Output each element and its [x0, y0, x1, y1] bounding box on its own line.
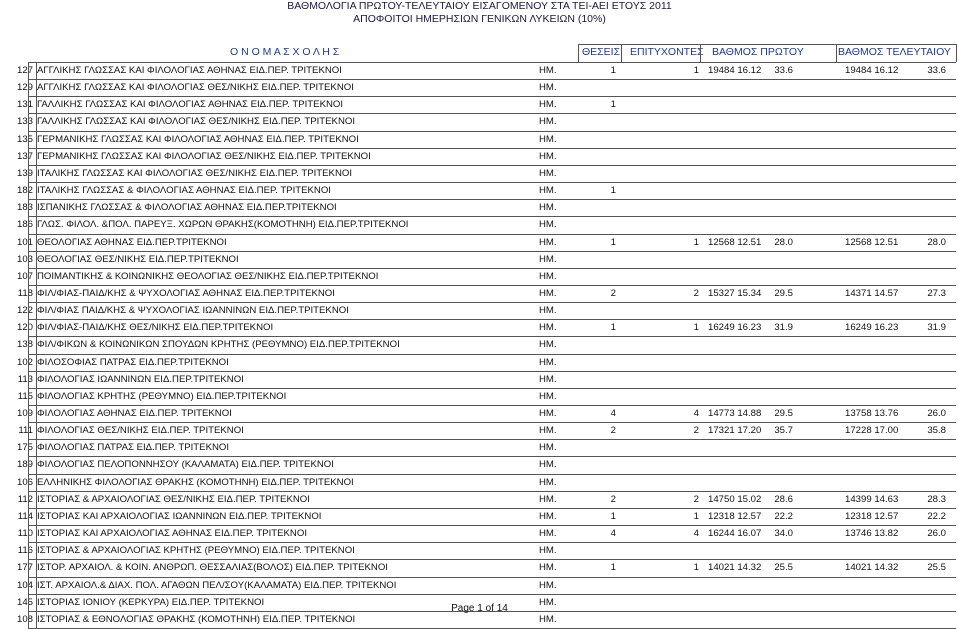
cell-type: ΗΜ.	[539, 99, 557, 111]
cell-name: ΙΣΤΟΡΙΑΣ & ΑΡΧΑΙΟΛΟΓΙΑΣ ΚΡΗΤΗΣ (ΡΕΘΥΜΝΟ) ΕΙΔ.ΠΕΡ. ΤΡΙΤΕΚΝΟΙ	[37, 545, 355, 557]
cell-pr1: 16244 16.07	[708, 528, 762, 540]
cell-type: ΗΜ.	[539, 390, 557, 402]
cell-tel2: 31.9	[927, 322, 946, 334]
table-row	[0, 525, 959, 542]
cell-name: ΦΙΛΟΛΟΓΙΑΣ ΑΘΗΝΑΣ ΕΙΔ.ΠΕΡ. ΤΡΙΤΕΚΝΟΙ	[37, 408, 232, 419]
row-divider	[28, 131, 956, 132]
row-divider	[28, 319, 956, 320]
cell-code: 104	[16, 579, 33, 591]
cell-code: 129	[16, 82, 33, 94]
header-top-border	[578, 44, 956, 45]
cell-code: 133	[16, 116, 33, 128]
table-row	[0, 354, 959, 371]
row-divider	[28, 79, 956, 80]
cell-name: ΦΙΛΟΛΟΓΙΑΣ ΚΡΗΤΗΣ (ΡΕΘΥΜΝΟ) ΕΙΔ.ΠΕΡ.ΤΡΙΤΕΚΝΟΙ	[37, 390, 287, 402]
row-divider	[28, 302, 956, 303]
row-divider	[28, 96, 956, 97]
cell-name: ΘΕΟΛΟΓΙΑΣ ΘΕΣ/ΝΙΚΗΣ ΕΙΔ.ΠΕΡ.ΤΡΙΤΕΚΝΟΙ	[37, 253, 239, 265]
cell-pr1: 15327 15.34	[708, 287, 762, 299]
cell-type: ΗΜ.	[539, 270, 557, 282]
cell-code: 116	[17, 545, 33, 557]
cell-name: ΙΤΑΛΙΚΗΣ ΓΛΩΣΣΑΣ ΚΑΙ ΦΙΛΟΛΟΓΙΑΣ ΘΕΣ/ΝΙΚΗΣ ΕΙΔ.ΠΕΡ. ΤΡΙΤΕΚΝΟΙ	[37, 167, 353, 179]
cell-theseis: 2	[610, 287, 616, 299]
cell-type: ΗΜ.	[539, 459, 557, 471]
row-divider	[28, 336, 956, 337]
cell-type: ΗΜ.	[539, 510, 557, 522]
table-row	[0, 62, 959, 79]
cell-code: 183	[16, 202, 33, 214]
cell-code: 110	[17, 528, 33, 540]
cell-code: 127	[16, 65, 33, 76]
cell-type: ΗΜ.	[539, 356, 557, 368]
cell-name: ΙΤΑΛΙΚΗΣ ΓΛΩΣΣΑΣ & ΦΙΛΟΛΟΓΙΑΣ ΑΘΗΝΑΣ ΕΙΔ.ΠΕΡ. ΤΡΙΤΕΚΝΟΙ	[37, 185, 331, 197]
table-row	[0, 113, 959, 130]
header-epitychontes: ΕΠΙΤΥΧΟΝΤΕΣ	[630, 46, 704, 58]
table-row	[0, 165, 959, 182]
cell-name: ΓΕΡΜΑΝΙΚΗΣ ΓΛΩΣΣΑΣ ΚΑΙ ΦΙΛΟΛΟΓΙΑΣ ΘΕΣ/ΝΙΚΗΣ ΕΙΔ.ΠΕΡ. ΤΡΙΤΕΚΝΟΙ	[37, 150, 371, 162]
header-divider	[836, 44, 837, 62]
row-divider	[28, 165, 956, 166]
cell-name: ΦΙΛΟΛΟΓΙΑΣ ΘΕΣ/ΝΙΚΗΣ ΕΙΔ.ΠΕΡ. ΤΡΙΤΕΚΝΟΙ	[37, 425, 244, 437]
row-divider	[28, 182, 956, 183]
cell-code: 109	[16, 408, 33, 419]
row-divider	[28, 405, 956, 406]
cell-tel2: 25.5	[927, 562, 946, 574]
table-row	[0, 336, 959, 353]
row-divider	[28, 508, 956, 509]
cell-name: ΙΣΠΑΝΙΚΗΣ ΓΛΩΣΣΑΣ & ΦΙΛΟΛΟΓΙΑΣ ΑΘΗΝΑΣ ΕΙΔ.ΠΕΡ.ΤΡΙΤΕΚΝΟΙ	[37, 202, 337, 214]
cell-code: 111	[18, 425, 33, 437]
cell-tel2: 26.0	[927, 408, 946, 419]
cell-code: 120	[16, 322, 33, 334]
cell-epitychontes: 1	[693, 236, 699, 248]
cell-type: ΗΜ.	[539, 425, 557, 437]
cell-type: ΗΜ.	[539, 202, 557, 214]
row-divider	[28, 216, 956, 217]
cell-type: ΗΜ.	[539, 493, 557, 505]
cell-code: 145	[16, 596, 33, 608]
row-divider	[28, 542, 956, 543]
cell-type: ΗΜ.	[539, 596, 557, 608]
cell-code: 139	[16, 167, 33, 179]
cell-code: 106	[16, 476, 33, 488]
table-row	[0, 456, 959, 473]
column-divider	[36, 62, 37, 628]
header-divider	[956, 44, 957, 62]
cell-epitychontes: 4	[693, 408, 699, 419]
cell-code: 114	[17, 510, 33, 522]
table-row	[0, 371, 959, 388]
row-divider	[28, 577, 956, 578]
cell-type: ΗΜ.	[539, 442, 557, 454]
table-row	[0, 577, 959, 594]
cell-pr1: 12568 12.51	[708, 236, 762, 248]
cell-epitychontes: 1	[693, 510, 699, 522]
cell-theseis: 1	[610, 65, 616, 76]
table-row	[0, 285, 959, 302]
cell-code: 103	[16, 253, 33, 265]
cell-tel1: 14021 14.32	[845, 562, 899, 574]
table-row	[0, 319, 959, 336]
cell-name: ΠΟΙΜΑΝΤΙΚΗΣ & ΚΟΙΝΩΝΙΚΗΣ ΘΕΟΛΟΓΙΑΣ ΘΕΣ/ΝΙΚΗΣ ΕΙΔ.ΠΕΡ.ΤΡΙΤΕΚΝΟΙ	[37, 270, 379, 282]
cell-pr2: 25.5	[774, 562, 793, 574]
row-divider	[28, 234, 956, 235]
cell-code: 135	[16, 133, 33, 145]
cell-tel1: 14399 14.63	[845, 493, 899, 505]
table-row	[0, 251, 959, 268]
table-row	[0, 131, 959, 148]
table-row	[0, 422, 959, 439]
row-divider	[28, 439, 956, 440]
cell-name: ΦΙΛΟΛΟΓΙΑΣ ΙΩΑΝΝΙΝΩΝ ΕΙΔ.ΠΕΡ.ΤΡΙΤΕΚΝΟΙ	[37, 373, 244, 385]
cell-type: ΗΜ.	[539, 82, 557, 94]
cell-epitychontes: 2	[693, 287, 699, 299]
cell-code: 112	[17, 493, 33, 505]
table-row	[0, 405, 959, 422]
table-row	[0, 508, 959, 525]
cell-type: ΗΜ.	[539, 185, 557, 197]
table-row	[0, 79, 959, 96]
cell-code: 177	[16, 562, 33, 574]
report-title: ΒΑΘΜΟΛΟΓΙΑ ΠΡΩΤΟΥ-ΤΕΛΕΥΤΑΙΟΥ ΕΙΣΑΓΟΜΕΝΟΥ ΣΤΑ ΤΕΙ-ΑΕΙ ΕΤΟΥΣ 2011	[287, 0, 672, 12]
cell-type: ΗΜ.	[539, 116, 557, 128]
cell-name: ΓΑΛΛΙΚΗΣ ΓΛΩΣΣΑΣ ΚΑΙ ΦΙΛΟΛΟΓΙΑΣ ΑΘΗΝΑΣ ΕΙΔ.ΠΕΡ. ΤΡΙΤΕΚΝΟΙ	[37, 99, 344, 111]
header-theseis: ΘΕΣΕΙΣ	[582, 46, 621, 58]
cell-type: ΗΜ.	[539, 339, 557, 351]
cell-theseis: 1	[610, 562, 616, 574]
cell-name: ΓΛΩΣ. ΦΙΛΟΛ. &ΠΟΛ. ΠΑΡΕΥΞ. ΧΩΡΩΝ ΘΡΑΚΗΣ(ΚΟΜΟΤΗΝΗ) ΕΙΔ.ΠΕΡ.ΤΡΙΤΕΚΝΟΙ	[37, 219, 409, 231]
row-divider	[28, 148, 956, 149]
table-row	[0, 148, 959, 165]
table-row	[0, 388, 959, 405]
cell-pr1: 14773 14.88	[708, 408, 762, 419]
cell-pr1: 14750 15.02	[708, 493, 762, 505]
cell-code: 182	[16, 185, 33, 197]
column-divider	[28, 62, 29, 628]
cell-type: ΗΜ.	[539, 219, 557, 231]
cell-theseis: 4	[610, 528, 616, 540]
cell-type: ΗΜ.	[539, 305, 557, 317]
cell-tel2: 22.2	[927, 510, 946, 522]
cell-type: ΗΜ.	[539, 287, 557, 299]
cell-name: ΑΓΓΛΙΚΗΣ ΓΛΩΣΣΑΣ ΚΑΙ ΦΙΛΟΛΟΓΙΑΣ ΘΕΣ/ΝΙΚΗΣ ΕΙΔ.ΠΕΡ. ΤΡΙΤΕΚΝΟΙ	[37, 82, 354, 94]
cell-pr2: 28.6	[774, 493, 793, 505]
cell-tel1: 12318 12.57	[845, 510, 899, 522]
cell-theseis: 2	[610, 493, 616, 505]
cell-epitychontes: 1	[693, 562, 699, 574]
cell-tel1: 12568 12.51	[845, 236, 899, 248]
row-divider	[28, 456, 956, 457]
table-row	[0, 182, 959, 199]
cell-type: ΗΜ.	[539, 545, 557, 557]
cell-name: ΦΙΛ/ΦΙΚΩΝ & ΚΟΙΝΩΝΙΚΩΝ ΣΠΟΥΔΩΝ ΚΡΗΤΗΣ (ΡΕΘΥΜΝΟ) ΕΙΔ.ΠΕΡ.ΤΡΙΤΕΚΝΟΙ	[37, 339, 400, 351]
cell-type: ΗΜ.	[539, 150, 557, 162]
cell-pr1: 17321 17.20	[708, 425, 762, 437]
cell-epitychontes: 1	[693, 322, 699, 334]
cell-name: ΙΣΤΟΡΙΑΣ ΙΟΝΙΟΥ (ΚΕΡΚΥΡΑ) ΕΙΔ.ΠΕΡ. ΤΡΙΤΕΚΝΟΙ	[37, 596, 265, 608]
table-row	[0, 559, 959, 576]
cell-name: ΕΛΛΗΝΙΚΗΣ ΦΙΛΟΛΟΓΙΑΣ ΘΡΑΚΗΣ (ΚΟΜΟΤΗΝΗ) ΕΙΔ.ΠΕΡ. ΤΡΙΤΕΚΝΟΙ	[37, 476, 354, 488]
cell-name: ΦΙΛ/ΦΙΑΣ-ΠΑΙΔ/ΚΗΣ & ΨΥΧΟΛΟΓΙΑΣ ΑΘΗΝΑΣ ΕΙΔ.ΠΕΡ.ΤΡΙΤΕΚΝΟΙ	[37, 287, 335, 299]
cell-epitychontes: 2	[693, 425, 699, 437]
cell-type: ΗΜ.	[539, 65, 557, 76]
row-divider	[28, 62, 956, 63]
cell-theseis: 2	[610, 425, 616, 437]
header-teleftaios: ΒΑΘΜΟΣ ΤΕΛΕΥΤΑΙΟΥ	[838, 46, 951, 58]
table-row	[0, 199, 959, 216]
row-divider	[28, 251, 956, 252]
cell-name: ΦΙΛ/ΦΙΑΣ ΠΑΙΔ/ΚΗΣ & ΨΥΧΟΛΟΓΙΑΣ ΙΩΑΝΝΙΝΩΝ ΕΙΔ.ΠΕΡ.ΤΡΙΤΕΚΝΟΙ	[37, 305, 349, 317]
cell-theseis: 1	[610, 185, 616, 197]
page-footer: Page 1 of 14	[451, 603, 508, 614]
table-row	[0, 216, 959, 233]
row-divider	[28, 422, 956, 423]
cell-epitychontes: 2	[693, 493, 699, 505]
cell-name: ΦΙΛΟΣΟΦΙΑΣ ΠΑΤΡΑΣ ΕΙΔ.ΠΕΡ.ΤΡΙΤΕΚΝΟΙ	[37, 356, 229, 368]
table-row	[0, 234, 959, 251]
cell-pr2: 29.5	[774, 287, 793, 299]
cell-code: 175	[16, 442, 33, 454]
cell-tel2: 28.0	[927, 236, 946, 248]
cell-epitychontes: 4	[693, 528, 699, 540]
cell-pr2: 29.5	[774, 408, 793, 419]
cell-theseis: 1	[610, 236, 616, 248]
cell-type: ΗΜ.	[539, 579, 557, 591]
row-divider	[28, 354, 956, 355]
cell-type: ΗΜ.	[539, 528, 557, 540]
cell-name: ΙΣΤΟΡΙΑΣ & ΕΘΝΟΛΟΓΙΑΣ ΘΡΑΚΗΣ (ΚΟΜΟΤΗΝΗ) ΕΙΔ.ΠΕΡ. ΤΡΙΤΕΚΝΟΙ	[37, 613, 356, 625]
row-divider	[28, 474, 956, 475]
cell-epitychontes: 1	[693, 65, 699, 76]
cell-code: 101	[16, 236, 33, 248]
cell-code: 138	[16, 339, 33, 351]
cell-tel2: 26.0	[927, 528, 946, 540]
cell-name: ΘΕΟΛΟΓΙΑΣ ΑΘΗΝΑΣ ΕΙΔ.ΠΕΡ.ΤΡΙΤΕΚΝΟΙ	[37, 236, 227, 248]
table-row	[0, 439, 959, 456]
row-divider	[28, 388, 956, 389]
header-divider	[621, 44, 622, 62]
cell-pr1: 19484 16.12	[708, 65, 762, 76]
cell-pr2: 34.0	[774, 528, 793, 540]
row-divider	[28, 594, 956, 595]
cell-tel1: 14371 14.57	[845, 287, 899, 299]
header-divider	[578, 44, 579, 62]
table-row	[0, 268, 959, 285]
table-row	[0, 542, 959, 559]
cell-tel1: 17228 17.00	[845, 425, 899, 437]
cell-code: 102	[16, 356, 33, 368]
header-school-name: Ο Ν Ο Μ Α Σ Χ Ο Λ Η Σ	[230, 46, 340, 58]
cell-pr1: 14021 14.32	[708, 562, 762, 574]
report-subtitle: ΑΠΟΦΟΙΤΟΙ ΗΜΕΡΗΣΙΩΝ ΓΕΝΙΚΩΝ ΛΥΚΕΙΩΝ (10%)	[353, 13, 606, 25]
cell-type: ΗΜ.	[539, 476, 557, 488]
header-protos: ΒΑΘΜΟΣ ΠΡΩΤΟΥ	[712, 46, 804, 58]
cell-theseis: 1	[610, 510, 616, 522]
row-divider	[28, 285, 956, 286]
cell-type: ΗΜ.	[539, 562, 557, 574]
cell-tel1: 13758 13.76	[845, 408, 899, 419]
cell-pr2: 35.7	[774, 425, 793, 437]
cell-tel1: 16249 16.23	[845, 322, 899, 334]
cell-name: ΦΙΛ/ΦΙΑΣ-ΠΑΙΔ/ΚΗΣ ΘΕΣ/ΝΙΚΗΣ ΕΙΔ.ΠΕΡ.ΤΡΙΤΕΚΝΟΙ	[37, 322, 274, 334]
cell-pr1: 16249 16.23	[708, 322, 762, 334]
cell-tel2: 28.3	[927, 493, 946, 505]
cell-type: ΗΜ.	[539, 373, 557, 385]
cell-code: 108	[16, 613, 33, 625]
cell-code: 113	[17, 373, 33, 385]
cell-code: 122	[16, 305, 33, 317]
table-row	[0, 96, 959, 113]
cell-code: 107	[16, 270, 33, 282]
cell-name: ΙΣΤΟΡ. ΑΡΧΑΙΟΛ. & ΚΟΙΝ. ΑΝΘΡΩΠ. ΘΕΣΣΑΛΙΑΣ(ΒΟΛΟΣ) ΕΙΔ.ΠΕΡ. ΤΡΙΤΕΚΝΟΙ	[37, 562, 388, 574]
cell-theseis: 1	[610, 99, 616, 111]
cell-tel2: 35.8	[927, 425, 946, 437]
cell-type: ΗΜ.	[539, 167, 557, 179]
row-divider	[28, 268, 956, 269]
cell-name: ΙΣΤΟΡΙΑΣ ΚΑΙ ΑΡΧΑΙΟΛΟΓΙΑΣ ΑΘΗΝΑΣ ΕΙΔ.ΠΕΡ. ΤΡΙΤΕΚΝΟΙ	[37, 528, 307, 540]
cell-type: ΗΜ.	[539, 408, 557, 419]
table-row	[0, 302, 959, 319]
cell-tel1: 19484 16.12	[845, 65, 899, 76]
table-row	[0, 491, 959, 508]
table-row	[0, 474, 959, 491]
cell-pr2: 31.9	[774, 322, 793, 334]
row-divider	[28, 559, 956, 560]
cell-pr2: 22.2	[774, 510, 793, 522]
cell-pr1: 12318 12.57	[708, 510, 762, 522]
cell-theseis: 4	[610, 408, 616, 419]
cell-pr2: 28.0	[774, 236, 793, 248]
row-divider	[28, 199, 956, 200]
cell-tel2: 27.3	[927, 287, 946, 299]
cell-name: ΦΙΛΟΛΟΓΙΑΣ ΠΑΤΡΑΣ ΕΙΔ.ΠΕΡ. ΤΡΙΤΕΚΝΟΙ	[37, 442, 230, 454]
cell-name: ΦΙΛΟΛΟΓΙΑΣ ΠΕΛΟΠΟΝΝΗΣΟΥ (ΚΑΛΑΜΑΤΑ) ΕΙΔ.ΠΕΡ. ΤΡΙΤΕΚΝΟΙ	[37, 459, 334, 471]
cell-name: ΙΣΤΟΡΙΑΣ & ΑΡΧΑΙΟΛΟΓΙΑΣ ΘΕΣ/ΝΙΚΗΣ ΕΙΔ.ΠΕΡ. ΤΡΙΤΕΚΝΟΙ	[37, 493, 310, 505]
cell-code: 118	[17, 287, 33, 299]
cell-type: ΗΜ.	[539, 253, 557, 265]
cell-pr2: 33.6	[774, 65, 793, 76]
cell-type: ΗΜ.	[539, 236, 557, 248]
row-divider	[28, 113, 956, 114]
cell-type: ΗΜ.	[539, 322, 557, 334]
row-divider	[28, 371, 956, 372]
cell-name: ΓΕΡΜΑΝΙΚΗΣ ΓΛΩΣΣΑΣ ΚΑΙ ΦΙΛΟΛΟΓΙΑΣ ΑΘΗΝΑΣ ΕΙΔ.ΠΕΡ. ΤΡΙΤΕΚΝΟΙ	[37, 133, 359, 145]
cell-tel1: 13746 13.82	[845, 528, 899, 540]
cell-theseis: 1	[610, 322, 616, 334]
cell-name: ΓΑΛΛΙΚΗΣ ΓΛΩΣΣΑΣ ΚΑΙ ΦΙΛΟΛΟΓΙΑΣ ΘΕΣ/ΝΙΚΗΣ ΕΙΔ.ΠΕΡ. ΤΡΙΤΕΚΝΟΙ	[37, 116, 356, 128]
cell-code: 189	[16, 459, 33, 471]
cell-name: ΑΓΓΛΙΚΗΣ ΓΛΩΣΣΑΣ ΚΑΙ ΦΙΛΟΛΟΓΙΑΣ ΑΘΗΝΑΣ ΕΙΔ.ΠΕΡ. ΤΡΙΤΕΚΝΟΙ	[37, 65, 342, 76]
cell-name: ΙΣΤ. ΑΡΧΑΙΟΛ.& ΔΙΑΧ. ΠΟΛ. ΑΓΑΘΩΝ ΠΕΛ/ΣΟΥ(ΚΑΛΑΜΑΤΑ) ΕΙΔ.ΠΕΡ. ΤΡΙΤΕΚΝΟΙ	[37, 579, 397, 591]
cell-type: ΗΜ.	[539, 613, 557, 625]
row-divider	[28, 525, 956, 526]
header-divider	[700, 44, 701, 62]
cell-name: ΙΣΤΟΡΙΑΣ ΚΑΙ ΑΡΧΑΙΟΛΟΓΙΑΣ ΙΩΑΝΝΙΝΩΝ ΕΙΔ.ΠΕΡ. ΤΡΙΤΕΚΝΟΙ	[37, 510, 322, 522]
cell-tel2: 33.6	[927, 65, 946, 76]
cell-code: 186	[16, 219, 33, 231]
cell-code: 115	[17, 390, 33, 402]
row-divider	[28, 491, 956, 492]
cell-type: ΗΜ.	[539, 133, 557, 145]
cell-code: 131	[16, 99, 33, 111]
cell-code: 137	[16, 150, 33, 162]
